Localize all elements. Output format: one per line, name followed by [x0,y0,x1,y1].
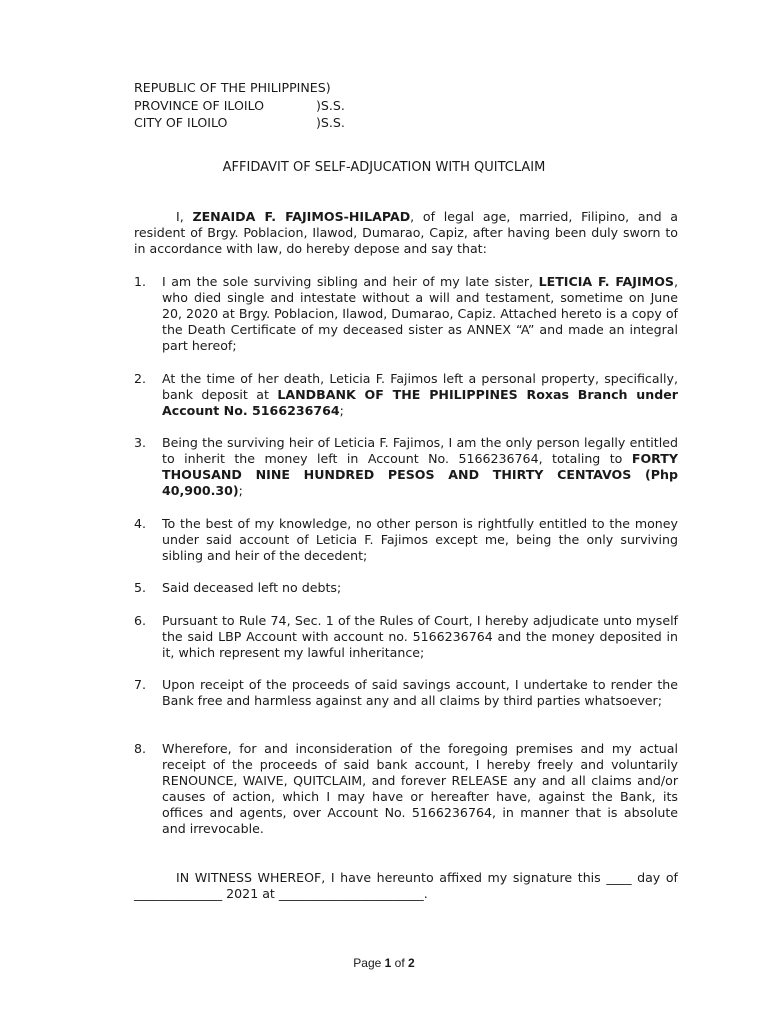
intro-paragraph [134,209,678,257]
caption-city-ss: )S.S. [316,115,345,130]
list-item [134,741,678,837]
list-item [134,435,678,499]
item-number: 8. [134,741,147,756]
page-footer [0,955,768,971]
item-text [162,274,678,354]
list-item [134,371,678,419]
item-number: 7. [134,677,147,692]
list-item [134,274,678,354]
caption-city-text: CITY OF ILOILO [134,115,228,130]
item-text: Pursuant to Rule 74, Sec. 1 of the Rules of Court, I hereby adjudicate unto myself the said LBP Account with account no. 5166236764 and the money deposited in it, which represent my lawful inheritance; [162,613,678,660]
caption-province [134,98,345,116]
item-text-part: Being the surviving heir of Leticia F. Fajimos, I am the only person legally entitled to inherit the money left in Account No. 5166236764, totaling to [162,435,678,466]
caption-city [134,115,345,133]
footer-page-word: Page [353,956,385,970]
item-bold-text: LANDBANK OF THE PHILIPPINES Roxas Branch under Account No. 5166236764 [162,387,678,418]
item-number: 6. [134,613,147,628]
current-page-number: 1 [384,956,392,970]
item-text: Wherefore, for and inconsideration of the foregoing premises and my actual receipt of the proceeds of said bank account, I hereby freely and voluntarily RENOUNCE, WAIVE, QUITCLAIM, and forever RELEASE any and all claims and/or causes of action, which I may have or hereafter have, against the Bank, its offices and agents, over Account No. 5166236764, in manner that is absolute and irrevocable. [162,741,678,836]
item-text: Upon receipt of the proceeds of said savings account, I undertake to render the Bank free and harmless against any and all claims by third parties whatsoever; [162,677,678,708]
caption-province-ss: )S.S. [316,97,345,113]
item-text: To the best of my knowledge, no other person is rightfully entitled to the money under said account of Leticia F. Fajimos except me, being the only surviving sibling and heir of the decedent; [162,516,678,563]
item-text-part: , who died single and intestate without a will and testament, sometime on June 20, 2020 at Brgy. Poblacion, Ilawod, Dumarao, Capiz. Attached hereto is a copy of the Death Certificate of my deceased sister as ANNEX “A” and made an integral part hereof; [162,274,678,353]
list-item [134,613,678,661]
item-number: 3. [134,435,147,450]
item-text [162,371,678,419]
item-text-part: ; [339,403,344,418]
item-text-part: At the time of her death, Leticia F. Fajimos left a personal property, specifically, bank deposit at [162,371,678,402]
item-text: Said deceased left no debts; [162,580,342,595]
list-item [134,516,678,564]
item-text-part: ; [238,483,243,498]
intro-pre: I, [176,209,193,224]
document-title: AFFIDAVIT OF SELF-ADJUCATION WITH QUITCLAIM [222,160,546,175]
footer-of-word: of [391,956,409,970]
item-text-part: I am the sole surviving sibling and heir of my late sister, [162,274,539,289]
affiant-name: ZENAIDA F. FAJIMOS-HILAPAD [192,209,411,224]
caption-country [134,80,345,98]
list-item [134,677,678,709]
caption-country-text: REPUBLIC OF THE PHILIPPINES) [134,80,331,95]
witness-clause: IN WITNESS WHEREOF, I have hereunto affixed my signature this ____ day of ______________ 2021 at _______________________. [134,870,678,901]
item-bold-text: LETICIA F. FAJIMOS [538,274,674,289]
intro-post: , of legal age, married, Filipino, and a resident of Brgy. Poblacion, Ilawod, Dumarao, Capiz, after having been duly sworn to in accordance with law, do hereby depose and say that: [134,209,678,256]
caption-province-text: PROVINCE OF ILOILO [134,97,265,113]
item-number: 5. [134,580,147,595]
item-number: 2. [134,371,147,386]
item-number: 4. [134,516,147,531]
list-item [134,580,678,596]
jurisdiction-caption [134,80,345,133]
item-number: 1. [134,274,147,289]
item-bold-text: FORTY THOUSAND NINE HUNDRED PESOS AND THIRTY CENTAVOS (Php 40,900.30) [162,451,678,498]
item-text [162,435,678,499]
total-pages-number: 2 [408,956,415,970]
